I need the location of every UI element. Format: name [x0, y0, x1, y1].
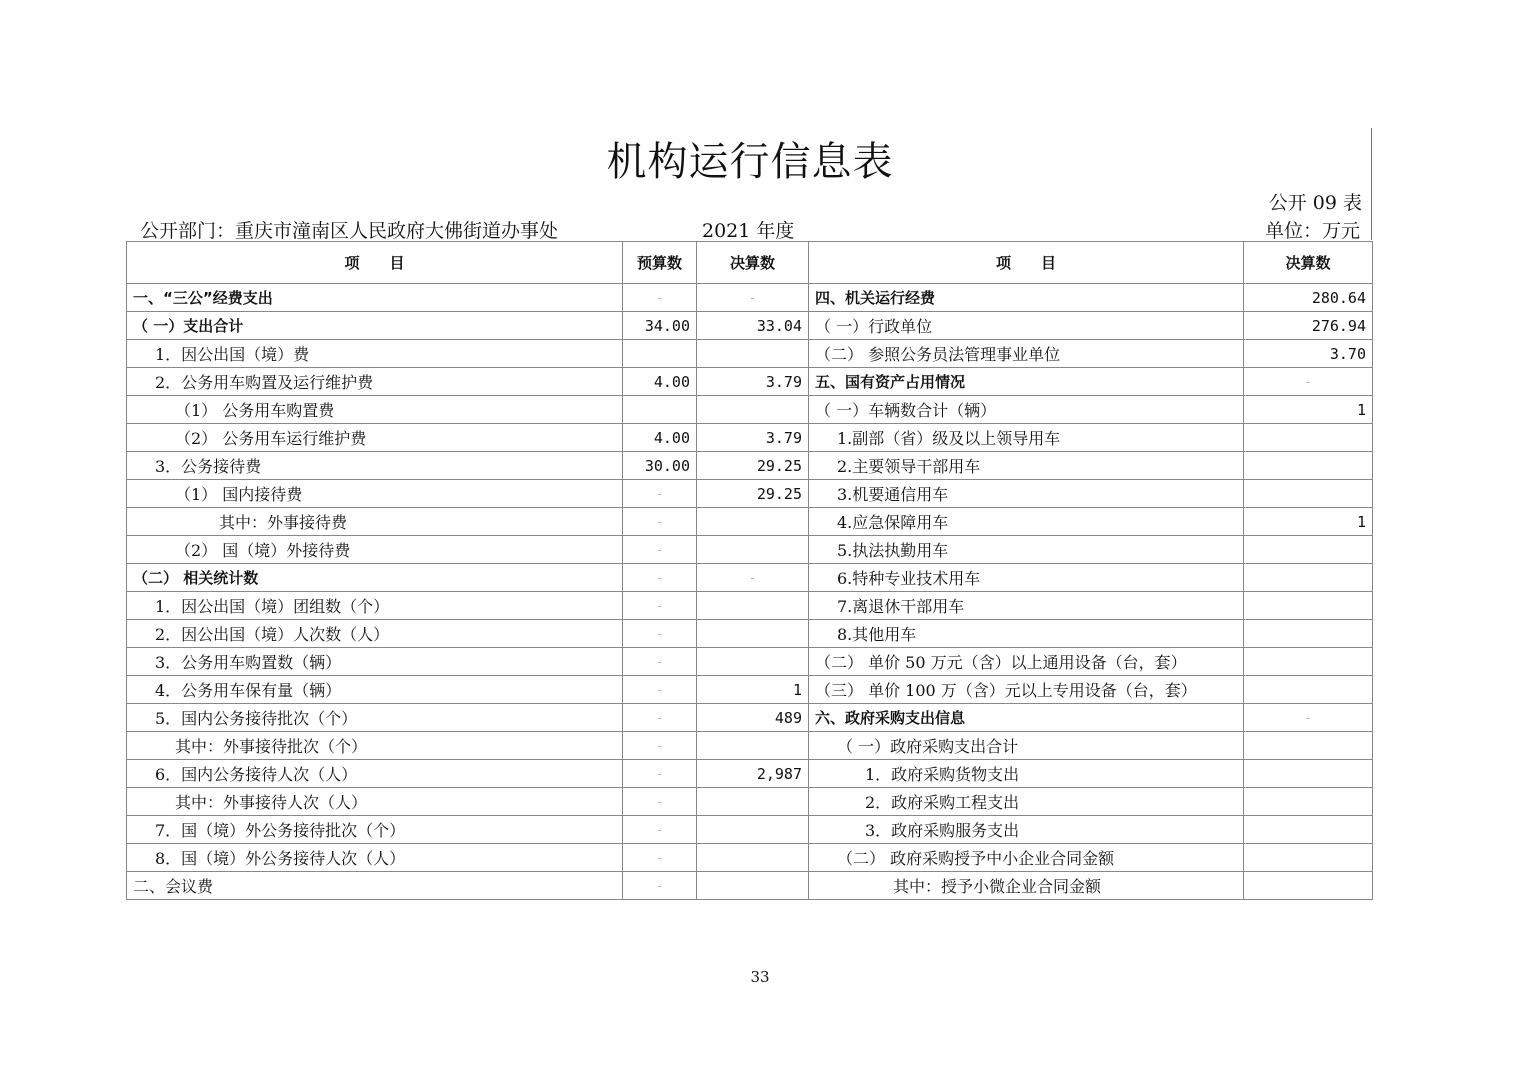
left-item-cell: 其中：外事接待人次（人） — [127, 788, 623, 816]
table-header-row — [127, 242, 1373, 284]
budget-cell: - — [623, 480, 697, 508]
table-row — [127, 648, 1373, 676]
final-right-cell — [1244, 676, 1373, 704]
table-row — [127, 872, 1373, 900]
final-right-cell: 1 — [1244, 396, 1373, 424]
table-row — [127, 704, 1373, 732]
left-item-cell: 5．国内公务接待批次（个） — [127, 704, 623, 732]
right-item-cell: 2．政府采购工程支出 — [809, 788, 1244, 816]
final-left-cell: 3.79 — [697, 424, 809, 452]
table-row — [127, 536, 1373, 564]
final-right-cell: - — [1244, 368, 1373, 396]
budget-cell: - — [623, 704, 697, 732]
table-row — [127, 816, 1373, 844]
final-right-cell — [1244, 648, 1373, 676]
final-left-cell — [697, 844, 809, 872]
operations-table — [126, 241, 1373, 900]
final-left-cell: 3.79 — [697, 368, 809, 396]
budget-cell — [623, 396, 697, 424]
page-title: 机构运行信息表 — [606, 139, 894, 185]
final-left-cell: 1 — [697, 676, 809, 704]
table-row — [127, 760, 1373, 788]
right-item-cell: 四、机关运行经费 — [809, 284, 1244, 312]
final-left-cell: 33.04 — [697, 312, 809, 340]
budget-cell: - — [623, 620, 697, 648]
right-item-cell: 六、政府采购支出信息 — [809, 704, 1244, 732]
final-right-cell — [1244, 480, 1373, 508]
table-row — [127, 676, 1373, 704]
budget-cell: - — [623, 872, 697, 900]
fiscal-year: 2021 年度 — [702, 220, 795, 242]
table-row — [127, 564, 1373, 592]
right-item-cell: （ 一）车辆数合计（辆） — [809, 396, 1244, 424]
right-item-cell: 5.执法执勤用车 — [809, 536, 1244, 564]
budget-cell: - — [623, 592, 697, 620]
final-left-cell: - — [697, 564, 809, 592]
final-left-cell — [697, 396, 809, 424]
final-left-cell: 2,987 — [697, 760, 809, 788]
final-left-cell — [697, 620, 809, 648]
table-row — [127, 788, 1373, 816]
table-row — [127, 592, 1373, 620]
right-item-cell: （二） 参照公务员法管理事业单位 — [809, 340, 1244, 368]
final-right-cell — [1244, 452, 1373, 480]
final-right-cell: 276.94 — [1244, 312, 1373, 340]
right-item-cell: （ 一）政府采购支出合计 — [809, 732, 1244, 760]
header-item-right: 项 目 — [809, 242, 1244, 284]
table-row — [127, 844, 1373, 872]
final-right-cell: 280.64 — [1244, 284, 1373, 312]
table-number: 公开 09 表 — [1268, 192, 1362, 214]
budget-cell: - — [623, 564, 697, 592]
budget-cell: - — [623, 844, 697, 872]
final-left-cell — [697, 340, 809, 368]
final-right-cell: - — [1244, 704, 1373, 732]
left-item-cell: 1．因公出国（境）费 — [127, 340, 623, 368]
left-item-cell: 3．公务用车购置数（辆） — [127, 648, 623, 676]
left-item-cell: 2．因公出国（境）人次数（人） — [127, 620, 623, 648]
final-left-cell: - — [697, 284, 809, 312]
budget-cell: - — [623, 536, 697, 564]
left-item-cell: （二） 相关统计数 — [127, 564, 623, 592]
final-right-cell — [1244, 536, 1373, 564]
final-left-cell: 29.25 — [697, 480, 809, 508]
final-right-cell — [1244, 592, 1373, 620]
header-budget: 预算数 — [623, 242, 697, 284]
table-body — [127, 284, 1373, 900]
final-right-cell — [1244, 872, 1373, 900]
left-item-cell: 4．公务用车保有量（辆） — [127, 676, 623, 704]
final-right-cell — [1244, 424, 1373, 452]
margin-rule — [1371, 128, 1372, 240]
left-item-cell: （2） 公务用车运行维护费 — [127, 424, 623, 452]
left-item-cell: 其中：外事接待费 — [127, 508, 623, 536]
left-item-cell: 一、“三公”经费支出 — [127, 284, 623, 312]
left-item-cell: 3．公务接待费 — [127, 452, 623, 480]
left-item-cell: 二、会议费 — [127, 872, 623, 900]
final-right-cell — [1244, 732, 1373, 760]
right-item-cell: （ 一）行政单位 — [809, 312, 1244, 340]
final-right-cell — [1244, 760, 1373, 788]
table-row — [127, 452, 1373, 480]
final-left-cell — [697, 788, 809, 816]
table-row — [127, 732, 1373, 760]
final-left-cell — [697, 536, 809, 564]
left-item-cell: 8．国（境）外公务接待人次（人） — [127, 844, 623, 872]
budget-cell — [623, 340, 697, 368]
budget-cell: 30.00 — [623, 452, 697, 480]
right-item-cell: 2.主要领导干部用车 — [809, 452, 1244, 480]
budget-cell: 34.00 — [623, 312, 697, 340]
left-item-cell: 6．国内公务接待人次（人） — [127, 760, 623, 788]
right-item-cell: 6.特种专业技术用车 — [809, 564, 1244, 592]
right-item-cell: 五、国有资产占用情况 — [809, 368, 1244, 396]
budget-cell: - — [623, 760, 697, 788]
unit-label: 单位：万元 — [1264, 220, 1360, 242]
right-item-cell: 1．政府采购货物支出 — [809, 760, 1244, 788]
table-row — [127, 480, 1373, 508]
budget-cell: 4.00 — [623, 368, 697, 396]
left-item-cell: （1） 国内接待费 — [127, 480, 623, 508]
left-item-cell: （1） 公务用车购置费 — [127, 396, 623, 424]
right-item-cell: （三） 单价 100 万（含）元以上专用设备（台，套） — [809, 676, 1244, 704]
right-item-cell: （二） 单价 50 万元（含）以上通用设备（台，套） — [809, 648, 1244, 676]
department-label: 公开部门：重庆市潼南区人民政府大佛街道办事处 — [140, 220, 559, 242]
budget-cell: 4.00 — [623, 424, 697, 452]
left-item-cell: （2） 国（境）外接待费 — [127, 536, 623, 564]
header-final-left: 决算数 — [697, 242, 809, 284]
final-left-cell — [697, 872, 809, 900]
header-item-left: 项 目 — [127, 242, 623, 284]
table-row — [127, 508, 1373, 536]
left-item-cell: （ 一）支出合计 — [127, 312, 623, 340]
final-right-cell: 3.70 — [1244, 340, 1373, 368]
final-left-cell: 489 — [697, 704, 809, 732]
budget-cell: - — [623, 816, 697, 844]
left-item-cell: 2．公务用车购置及运行维护费 — [127, 368, 623, 396]
right-item-cell: 1.副部（省）级及以上领导用车 — [809, 424, 1244, 452]
right-item-cell: （二） 政府采购授予中小企业合同金额 — [809, 844, 1244, 872]
right-item-cell: 3．政府采购服务支出 — [809, 816, 1244, 844]
final-right-cell: 1 — [1244, 508, 1373, 536]
left-item-cell: 其中：外事接待批次（个） — [127, 732, 623, 760]
table-row — [127, 284, 1373, 312]
final-right-cell — [1244, 816, 1373, 844]
right-item-cell: 3.机要通信用车 — [809, 480, 1244, 508]
final-right-cell — [1244, 788, 1373, 816]
table-row — [127, 620, 1373, 648]
budget-cell: - — [623, 788, 697, 816]
right-item-cell: 7.离退休干部用车 — [809, 592, 1244, 620]
final-left-cell — [697, 648, 809, 676]
final-left-cell — [697, 592, 809, 620]
table-row — [127, 312, 1373, 340]
right-item-cell: 其中：授予小微企业合同金额 — [809, 872, 1244, 900]
table-row — [127, 368, 1373, 396]
final-right-cell — [1244, 844, 1373, 872]
right-item-cell: 4.应急保障用车 — [809, 508, 1244, 536]
table-row — [127, 396, 1373, 424]
final-left-cell — [697, 816, 809, 844]
budget-cell: - — [623, 284, 697, 312]
table-row — [127, 424, 1373, 452]
right-item-cell: 8.其他用车 — [809, 620, 1244, 648]
page-number: 33 — [750, 968, 770, 986]
final-left-cell — [697, 508, 809, 536]
budget-cell: - — [623, 648, 697, 676]
header-final-right: 决算数 — [1244, 242, 1373, 284]
budget-cell: - — [623, 676, 697, 704]
final-left-cell: 29.25 — [697, 452, 809, 480]
table-row — [127, 340, 1373, 368]
left-item-cell: 7．国（境）外公务接待批次（个） — [127, 816, 623, 844]
final-left-cell — [697, 732, 809, 760]
final-right-cell — [1244, 564, 1373, 592]
budget-cell: - — [623, 508, 697, 536]
final-right-cell — [1244, 620, 1373, 648]
budget-cell: - — [623, 732, 697, 760]
left-item-cell: 1．因公出国（境）团组数（个） — [127, 592, 623, 620]
